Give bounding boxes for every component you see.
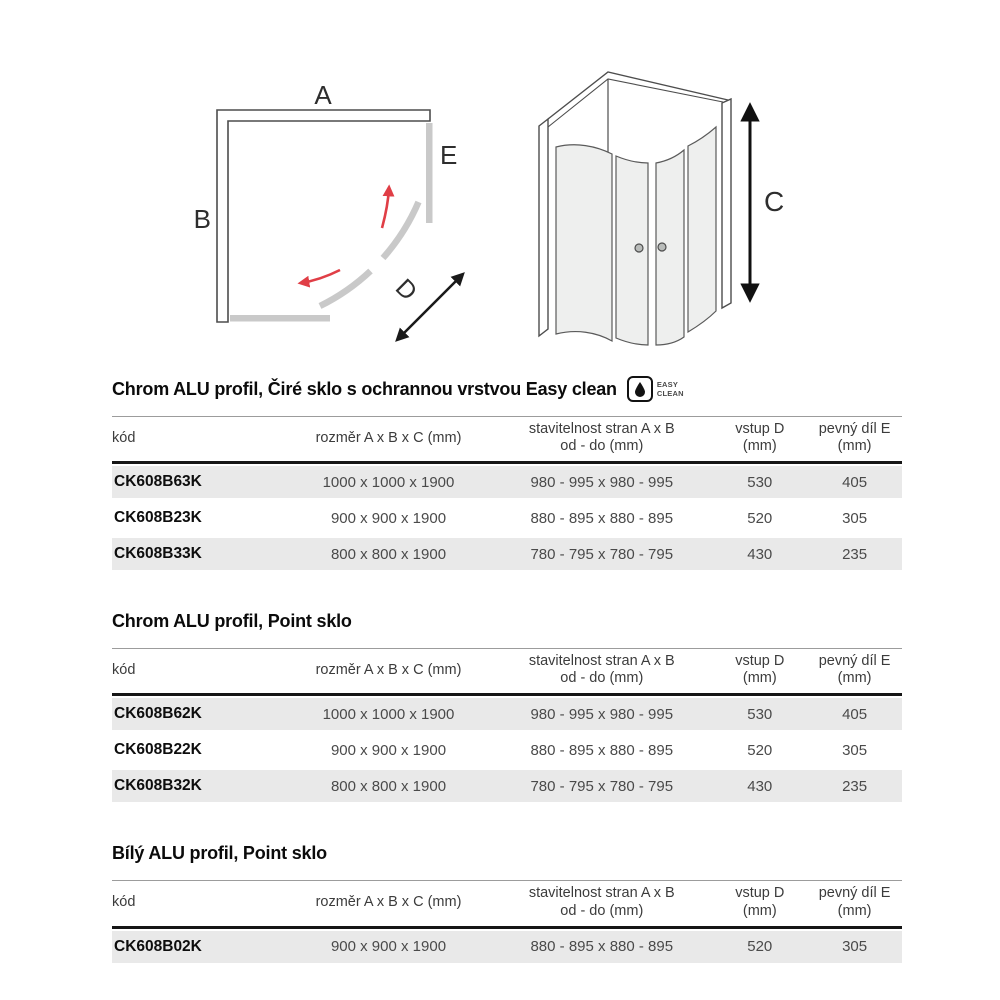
col-header-rozmer: rozměr A x B x C (mm): [286, 648, 491, 696]
cell-stavitelnost: 880 - 895 x 880 - 895: [491, 929, 712, 965]
glass-panel-left-fixed: [556, 145, 612, 341]
col-header-pevny: pevný díl E (mm): [807, 416, 902, 464]
cell-vstup-d: 430: [712, 536, 807, 572]
col-header-stavitelnost: stavitelnost stran A x B od - do (mm): [491, 648, 712, 696]
cell-pevny-dil-e: 305: [807, 732, 902, 768]
fixed-panel-e: [426, 123, 433, 223]
table-row: [112, 536, 902, 572]
dim-label-e: E: [440, 140, 458, 170]
col-header-rozmer: rozměr A x B x C (mm): [286, 416, 491, 464]
cell-vstup-d: 520: [712, 732, 807, 768]
cell-pevny-dil-e: 235: [807, 768, 902, 804]
table-row: [112, 464, 902, 500]
spec-table-2: [112, 648, 902, 804]
section-title: [112, 842, 902, 864]
section-title: [112, 378, 902, 400]
cell-vstup-d: 530: [712, 696, 807, 732]
top-rail-outer: [548, 72, 728, 119]
elevation-3d-diagram: [515, 45, 790, 365]
dim-label-c: C: [764, 186, 785, 217]
back-wall-left-edge: [539, 119, 548, 336]
section-title-text: Bílý ALU profil, Point sklo: [112, 842, 327, 863]
section-title: [112, 610, 902, 632]
cell-stavitelnost: 780 - 795 x 780 - 795: [491, 768, 712, 804]
easy-clean-drop-icon: [627, 376, 653, 402]
table-row: [112, 732, 902, 768]
cell-kod: CK608B02K: [112, 929, 286, 965]
door-open-arrow-up: [382, 188, 389, 228]
section-title-text: Chrom ALU profil, Point sklo: [112, 610, 352, 631]
col-header-pevny: pevný díl E (mm): [807, 648, 902, 696]
cell-stavitelnost: 780 - 795 x 780 - 795: [491, 536, 712, 572]
fixed-panel-bottom: [230, 315, 330, 322]
section-chrom-cire-sklo: [112, 378, 902, 572]
col-header-kod: kód: [112, 648, 286, 696]
col-header-vstup: vstup D (mm): [712, 648, 807, 696]
cell-stavitelnost: 880 - 895 x 880 - 895: [491, 500, 712, 536]
cell-kod: CK608B22K: [112, 732, 286, 768]
table-row: [112, 500, 902, 536]
header-row: [112, 648, 902, 696]
table-row: [112, 696, 902, 732]
header-row: [112, 416, 902, 464]
cell-pevny-dil-e: 305: [807, 500, 902, 536]
plan-view-diagram: [150, 55, 510, 365]
cell-vstup-d: 520: [712, 929, 807, 965]
back-wall-right-edge: [722, 99, 731, 308]
cell-stavitelnost: 980 - 995 x 980 - 995: [491, 464, 712, 500]
col-header-kod: kód: [112, 880, 286, 928]
cell-vstup-d: 520: [712, 500, 807, 536]
door-knob-left: [635, 244, 643, 252]
sliding-door-arc-upper: [383, 202, 419, 258]
top-rail-inner: [548, 79, 723, 127]
cell-pevny-dil-e: 405: [807, 464, 902, 500]
section-chrom-point-sklo: [112, 610, 902, 804]
dim-label-b: B: [193, 204, 211, 234]
section-bily-point-sklo: [112, 842, 902, 964]
col-header-stavitelnost: stavitelnost stran A x B od - do (mm): [491, 416, 712, 464]
cell-pevny-dil-e: 405: [807, 696, 902, 732]
col-header-kod: kód: [112, 416, 286, 464]
cell-pevny-dil-e: 305: [807, 929, 902, 965]
cell-rozmer: 900 x 900 x 1900: [286, 500, 491, 536]
dim-label-a: A: [314, 80, 332, 110]
door-knob-right: [658, 243, 666, 251]
cell-rozmer: 1000 x 1000 x 1900: [286, 464, 491, 500]
cell-rozmer: 800 x 800 x 1900: [286, 536, 491, 572]
cell-stavitelnost: 980 - 995 x 980 - 995: [491, 696, 712, 732]
col-header-vstup: vstup D (mm): [712, 880, 807, 928]
table-row: [112, 929, 902, 965]
cell-kod: CK608B23K: [112, 500, 286, 536]
dim-label-d: D: [389, 273, 423, 307]
col-header-stavitelnost: stavitelnost stran A x B od - do (mm): [491, 880, 712, 928]
cell-kod: CK608B32K: [112, 768, 286, 804]
glass-door-left: [616, 156, 648, 345]
cell-kod: CK608B62K: [112, 696, 286, 732]
cell-stavitelnost: 880 - 895 x 880 - 895: [491, 732, 712, 768]
cell-kod: CK608B33K: [112, 536, 286, 572]
easy-clean-badge: [627, 376, 684, 402]
col-header-pevny: pevný díl E (mm): [807, 880, 902, 928]
cell-rozmer: 1000 x 1000 x 1900: [286, 696, 491, 732]
door-open-arrow-left: [301, 270, 340, 283]
cell-rozmer: 900 x 900 x 1900: [286, 929, 491, 965]
col-header-rozmer: rozměr A x B x C (mm): [286, 880, 491, 928]
cell-rozmer: 900 x 900 x 1900: [286, 732, 491, 768]
spec-table-1: [112, 416, 902, 572]
spec-sections: [112, 378, 902, 965]
section-title-text: Chrom ALU profil, Čiré sklo s ochrannou vrstvou Easy clean: [112, 378, 617, 399]
cell-vstup-d: 530: [712, 464, 807, 500]
col-header-vstup: vstup D (mm): [712, 416, 807, 464]
cell-rozmer: 800 x 800 x 1900: [286, 768, 491, 804]
easy-clean-badge-text: EASY CLEAN: [656, 380, 684, 398]
cell-vstup-d: 430: [712, 768, 807, 804]
spec-table-3: [112, 880, 902, 964]
glass-panel-right-fixed: [688, 127, 716, 332]
table-row: [112, 768, 902, 804]
cell-pevny-dil-e: 235: [807, 536, 902, 572]
header-row: [112, 880, 902, 928]
cell-kod: CK608B63K: [112, 464, 286, 500]
